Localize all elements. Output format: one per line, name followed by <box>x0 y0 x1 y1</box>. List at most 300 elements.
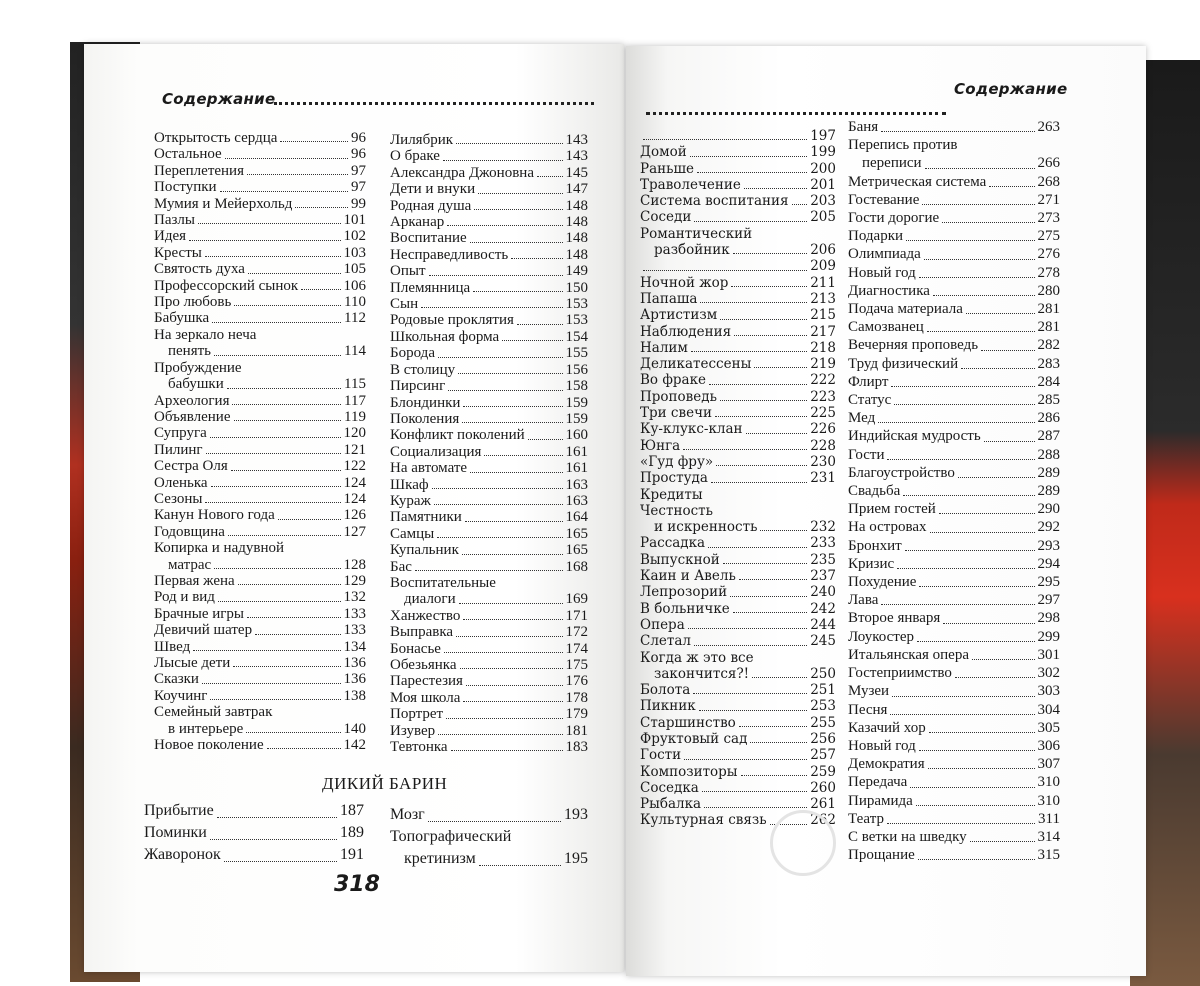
toc-entry-title: Портрет <box>390 706 444 723</box>
toc-entry-title: Школьная форма <box>390 328 500 345</box>
toc-entry-page: 293 <box>1037 537 1060 554</box>
toc-dot-leader <box>456 636 562 637</box>
toc-entry-title: Копирка и надувной <box>154 540 285 557</box>
toc-dot-leader <box>415 570 563 571</box>
toc-entry-title: Топографический <box>390 828 512 845</box>
toc-entry-page: 218 <box>810 339 836 356</box>
toc-entry-page: 199 <box>810 144 836 161</box>
toc-entry-page: 225 <box>810 405 836 422</box>
toc-entry-title: Фруктовый сад <box>640 730 748 747</box>
toc-entry-title: Обезьянка <box>390 657 457 673</box>
toc-entry-title: Старшинство <box>640 714 736 731</box>
toc-entry-page: 230 <box>810 453 836 470</box>
toc-entry-title: Родная душа <box>390 197 472 214</box>
toc-entry <box>848 173 1060 191</box>
toc-entry-title: Святость духа <box>154 261 245 278</box>
toc-entry-page: 101 <box>343 212 366 229</box>
toc-entry-page: 253 <box>810 698 836 715</box>
toc-entry-title: Пирамида <box>848 792 913 809</box>
toc-entry-title: Лепрозорий <box>640 584 728 601</box>
toc-entry <box>848 500 1060 518</box>
toc-dot-leader <box>720 319 807 320</box>
toc-entry <box>848 282 1060 300</box>
toc-entry <box>640 535 836 551</box>
toc-dot-leader <box>711 482 807 483</box>
toc-entry-page: 294 <box>1037 555 1060 572</box>
toc-entry <box>848 810 1060 828</box>
toc-entry <box>390 673 588 689</box>
toc-entry <box>640 747 836 763</box>
toc-entry-page: 168 <box>565 558 588 575</box>
toc-dot-leader <box>466 685 563 686</box>
toc-dot-leader <box>643 270 807 271</box>
toc-entry-title: Простуда <box>640 470 708 487</box>
toc-entry-title: Новый год <box>848 264 916 281</box>
toc-entry-page: 191 <box>340 846 364 863</box>
toc-entry <box>640 438 836 454</box>
toc-dot-leader <box>750 742 807 743</box>
toc-dot-leader <box>444 652 563 653</box>
toc-dot-leader <box>910 787 1034 788</box>
toc-entry-title: Ночной жор <box>640 274 729 291</box>
toc-entry-title: Поступки <box>154 179 217 196</box>
toc-entry-page: 187 <box>340 802 364 819</box>
toc-dot-leader <box>733 612 807 613</box>
toc-entry <box>390 657 588 673</box>
toc-entry-page: 242 <box>810 600 836 617</box>
toc-entry-title: Честность <box>640 502 713 519</box>
toc-entry-page: 275 <box>1037 228 1060 245</box>
toc-dot-leader <box>456 143 562 144</box>
toc-entry-title: Кризис <box>848 555 895 572</box>
toc-entry-page: 121 <box>343 441 366 458</box>
toc-entry <box>154 524 366 540</box>
toc-dot-leader <box>210 839 337 840</box>
toc-dot-leader <box>301 289 340 290</box>
toc-dot-leader <box>958 477 1035 478</box>
toc-dot-leader <box>447 225 562 226</box>
toc-entry <box>390 280 588 296</box>
toc-entry-page: 164 <box>565 509 588 526</box>
toc-entry-title: Ку-клукс-клан <box>640 421 743 438</box>
toc-dot-leader <box>429 275 563 276</box>
toc-entry-page: 148 <box>565 214 588 231</box>
toc-entry-page: 115 <box>344 376 366 393</box>
toc-entry-title: Песня <box>848 701 888 718</box>
toc-dot-leader <box>205 256 341 257</box>
toc-entry-page: 282 <box>1037 337 1060 354</box>
toc-dot-leader <box>752 677 807 678</box>
toc-dot-leader <box>890 714 1034 715</box>
toc-entry-title: разбойник <box>654 242 730 259</box>
toc-entry <box>848 245 1060 263</box>
toc-entry-page: 257 <box>810 747 836 764</box>
toc-entry-title: Дети и внуки <box>390 181 476 198</box>
toc-entry-page: 245 <box>810 633 836 650</box>
toc-entry-page: 148 <box>565 197 588 214</box>
toc-entry-page: 285 <box>1037 392 1060 409</box>
toc-entry-title: Диагностика <box>848 282 930 299</box>
toc-dot-leader <box>708 547 807 548</box>
toc-entry <box>848 136 1060 154</box>
toc-entry <box>848 719 1060 737</box>
toc-entry-title: Похудение <box>848 574 917 591</box>
toc-entry-title: Новое поколение <box>154 737 264 754</box>
toc-entry <box>848 355 1060 373</box>
toc-column-left-2 <box>390 132 588 755</box>
toc-entry-title: Лава <box>848 592 879 609</box>
toc-entry-title: Годовщина <box>154 523 225 540</box>
toc-entry-title: Система воспитания <box>640 193 789 210</box>
toc-entry-title: Идея <box>154 228 187 245</box>
toc-entry-page: 133 <box>343 605 366 622</box>
toc-dot-leader <box>881 604 1034 605</box>
toc-entry-page: 232 <box>810 519 836 536</box>
toc-entry-title: Демократия <box>848 756 925 773</box>
toc-entry-title: Пазлы <box>154 212 195 229</box>
toc-entry-page: 183 <box>565 739 588 756</box>
toc-dot-leader <box>916 805 1035 806</box>
toc-entry-title: Блондинки <box>390 394 461 411</box>
toc-entry-title: Музеи <box>848 683 890 700</box>
toc-entry <box>848 209 1060 227</box>
toc-entry-title: Социализация <box>390 443 482 460</box>
toc-entry <box>154 622 366 638</box>
toc-entry-page: 288 <box>1037 446 1060 463</box>
toc-entry-title: Прощание <box>848 847 915 864</box>
toc-entry-title: С ветки на шведку <box>848 828 967 845</box>
toc-entry <box>390 526 588 542</box>
toc-entry-page: 281 <box>1037 301 1060 318</box>
toc-entry <box>390 542 588 558</box>
toc-entry-page: 305 <box>1037 719 1060 736</box>
toc-entry-title: Родовые проклятия <box>390 312 514 329</box>
toc-entry <box>640 764 836 780</box>
toc-dot-leader <box>716 465 807 466</box>
toc-entry <box>848 518 1060 536</box>
toc-entry-title: Лысые дети <box>154 655 231 671</box>
toc-entry-page: 160 <box>565 427 588 444</box>
toc-entry-page: 237 <box>810 568 836 585</box>
toc-dot-leader <box>295 207 348 208</box>
toc-entry-title: Баня <box>848 119 879 135</box>
toc-entry-title: Траволечение <box>640 176 741 193</box>
toc-entry-title: Тевтонка <box>390 739 448 756</box>
toc-entry <box>640 454 836 470</box>
toc-dot-leader <box>887 823 1035 824</box>
running-head-right: Содержание <box>954 80 1068 98</box>
toc-entry-page: 172 <box>565 624 588 641</box>
toc-entry-page: 105 <box>343 261 366 278</box>
toc-entry-page: 289 <box>1037 483 1060 500</box>
toc-entry <box>848 591 1060 609</box>
toc-entry <box>154 310 366 326</box>
toc-entry <box>390 460 588 476</box>
toc-dot-leader <box>228 535 341 536</box>
show-through-age-mark <box>770 810 836 876</box>
toc-entry <box>640 715 836 731</box>
toc-entry-page: 206 <box>810 242 836 259</box>
toc-entry <box>154 343 366 359</box>
toc-entry <box>390 575 588 591</box>
toc-entry <box>640 291 836 307</box>
toc-entry-page: 106 <box>343 277 366 294</box>
toc-entry-page: 200 <box>810 160 836 177</box>
toc-entry-title: Деликатессены <box>640 356 752 373</box>
toc-dot-leader <box>892 696 1034 697</box>
toc-entry-page: 161 <box>565 460 588 477</box>
toc-entry-title: Театр <box>848 810 884 827</box>
toc-entry-title: Объявление <box>154 408 231 425</box>
toc-entry <box>390 559 588 575</box>
toc-entry-page: 276 <box>1037 246 1060 263</box>
toc-entry-page: 260 <box>810 779 836 796</box>
toc-entry-page: 298 <box>1037 610 1060 627</box>
toc-entry-page: 120 <box>343 425 366 442</box>
toc-entry-page: 203 <box>810 193 836 210</box>
toc-entry-page: 163 <box>565 492 588 509</box>
toc-dot-leader <box>741 775 808 776</box>
toc-entry-page: 233 <box>810 535 836 552</box>
toc-dot-leader <box>989 186 1034 187</box>
toc-entry-title: Индийская мудрость <box>848 428 981 445</box>
toc-entry-title: Казачий хор <box>848 719 926 736</box>
toc-dot-leader <box>217 817 337 818</box>
toc-entry-title: Гостевание <box>848 191 920 208</box>
toc-dot-leader <box>891 386 1034 387</box>
toc-dot-leader <box>517 324 563 325</box>
toc-entry-title: Перепись против <box>848 137 958 154</box>
toc-entry <box>144 822 364 844</box>
toc-entry-title: Первая жена <box>154 572 235 589</box>
toc-entry <box>154 294 366 310</box>
toc-entry <box>848 373 1060 391</box>
toc-entry-page: 290 <box>1037 501 1060 518</box>
toc-dot-leader <box>922 204 1034 205</box>
toc-entry <box>154 376 366 392</box>
toc-entry-page: 124 <box>343 490 366 507</box>
toc-entry <box>390 826 588 848</box>
toc-dot-leader <box>463 619 562 620</box>
toc-entry <box>848 409 1060 427</box>
toc-entry-page: 189 <box>340 824 364 841</box>
toc-entry <box>154 737 366 753</box>
toc-entry-title: Подача материала <box>848 301 963 318</box>
toc-entry <box>640 568 836 584</box>
toc-dot-leader <box>643 139 807 140</box>
toc-entry <box>390 362 588 378</box>
toc-entry-title: Кураж <box>390 492 431 509</box>
toc-entry-page: 195 <box>564 850 588 867</box>
toc-entry <box>154 688 366 704</box>
toc-entry <box>640 487 836 503</box>
toc-entry-title: Композиторы <box>640 763 738 780</box>
toc-dot-leader <box>981 350 1034 351</box>
toc-entry-page: 136 <box>343 655 366 671</box>
toc-entry-title: Кресты <box>154 244 202 261</box>
toc-entry <box>640 666 836 682</box>
toc-entry <box>640 421 836 437</box>
toc-dot-leader <box>225 158 348 159</box>
toc-entry-page: 163 <box>565 476 588 493</box>
toc-entry-page: 268 <box>1037 173 1060 190</box>
toc-entry-title: бабушки <box>168 376 224 393</box>
toc-entry-title: Бас <box>390 558 412 575</box>
toc-entry-page: 174 <box>565 640 588 657</box>
toc-entry-title: Прием гостей <box>848 501 936 518</box>
dotted-rule-right <box>646 112 946 115</box>
toc-entry-title: Наблюдения <box>640 323 732 340</box>
toc-dot-leader <box>233 666 340 667</box>
toc-entry-title: Канун Нового года <box>154 507 275 524</box>
toc-entry-page: 147 <box>565 181 588 198</box>
toc-entry-title: Флирт <box>848 373 889 390</box>
toc-entry <box>154 606 366 622</box>
toc-entry-page: 261 <box>810 796 836 813</box>
toc-entry <box>640 519 836 535</box>
toc-dot-leader <box>278 519 341 520</box>
toc-entry-page: 209 <box>810 258 836 275</box>
toc-entry-title: Прибытие <box>144 802 214 819</box>
toc-entry-title: Оленька <box>154 474 208 491</box>
toc-dot-leader <box>484 455 562 456</box>
toc-entry-page: 223 <box>810 388 836 405</box>
toc-entry-page: 169 <box>565 591 588 608</box>
toc-entry <box>154 327 366 343</box>
toc-dot-leader <box>683 449 807 450</box>
toc-entry-title: Второе января <box>848 610 941 627</box>
toc-entry <box>640 617 836 633</box>
toc-dot-leader <box>189 240 340 241</box>
toc-dot-leader <box>210 437 341 438</box>
toc-entry-page: 301 <box>1037 646 1060 663</box>
toc-entry-page: 126 <box>343 507 366 524</box>
toc-dot-leader <box>919 750 1035 751</box>
toc-dot-leader <box>470 242 563 243</box>
toc-dot-leader <box>473 291 562 292</box>
toc-dot-leader <box>428 821 561 822</box>
toc-dot-leader <box>887 459 1034 460</box>
toc-entry <box>848 446 1060 464</box>
toc-dot-leader <box>462 422 562 423</box>
toc-dot-leader <box>448 390 562 391</box>
toc-entry-title: Когда ж это все <box>640 649 754 666</box>
toc-entry-title: Мозг <box>390 806 425 823</box>
toc-entry-page: 148 <box>565 230 588 247</box>
toc-entry <box>848 682 1060 700</box>
toc-entry-page: 315 <box>1037 847 1060 864</box>
toc-entry-page: 226 <box>810 421 836 438</box>
toc-entry-page: 201 <box>810 176 836 193</box>
toc-entry-page: 99 <box>351 195 366 212</box>
toc-entry-title: Мумия и Мейерхольд <box>154 195 293 212</box>
toc-entry <box>154 360 366 376</box>
toc-entry <box>848 573 1060 591</box>
toc-entry <box>848 737 1060 755</box>
toc-entry-title: На островах <box>848 519 927 536</box>
toc-entry-title: Олимпиада <box>848 246 921 263</box>
toc-dot-leader <box>927 331 1035 332</box>
toc-entry-page: 153 <box>565 296 588 313</box>
toc-dot-leader <box>463 406 562 407</box>
toc-dot-leader <box>502 340 562 341</box>
toc-entry-page: 129 <box>343 572 366 589</box>
toc-entry-page: 240 <box>810 584 836 601</box>
toc-dot-leader <box>699 710 808 711</box>
toc-entry-page: 215 <box>810 307 836 324</box>
toc-entry-page: 132 <box>343 589 366 606</box>
toc-entry-page: 119 <box>344 408 366 425</box>
toc-dot-leader <box>446 718 562 719</box>
toc-entry <box>390 477 588 493</box>
toc-dot-leader <box>463 701 562 702</box>
toc-dot-leader <box>438 357 563 358</box>
toc-dot-leader <box>723 563 807 564</box>
toc-entry <box>390 444 588 460</box>
toc-entry-title: Во фраке <box>640 372 707 389</box>
toc-entry <box>390 641 588 657</box>
toc-entry <box>390 690 588 706</box>
toc-entry <box>390 804 588 826</box>
toc-entry <box>640 584 836 600</box>
toc-entry <box>640 193 836 209</box>
toc-entry-title: Труд физический <box>848 355 959 372</box>
toc-entry-title: Сын <box>390 296 419 313</box>
toc-dot-leader <box>690 156 807 157</box>
toc-entry-page: 133 <box>343 622 366 639</box>
toc-entry-title: Метрическая система <box>848 173 987 190</box>
toc-entry-title: Юнга <box>640 437 681 454</box>
toc-dot-leader <box>246 732 340 733</box>
toc-dot-leader <box>760 530 807 531</box>
toc-entry-title: Домой <box>640 144 687 161</box>
toc-dot-leader <box>267 748 341 749</box>
toc-entry-title: Изувер <box>390 722 436 739</box>
toc-dot-leader <box>966 313 1035 314</box>
toc-entry-title: Рыбалка <box>640 796 702 813</box>
right-page <box>626 46 1146 976</box>
toc-entry-page: 96 <box>351 146 366 163</box>
toc-entry <box>154 721 366 737</box>
toc-entry-title: Свадьба <box>848 483 901 500</box>
toc-entry <box>848 773 1060 791</box>
toc-dot-leader <box>224 861 337 862</box>
toc-entry-page: 211 <box>810 274 836 291</box>
toc-entry-title: Слетал <box>640 633 691 650</box>
toc-dot-leader <box>234 305 341 306</box>
toc-entry-page: 219 <box>810 356 836 373</box>
toc-entry-title: и искренность <box>654 519 758 536</box>
toc-dot-leader <box>739 726 807 727</box>
toc-entry <box>640 307 836 323</box>
toc-entry-title: Статус <box>848 392 892 409</box>
toc-section-column-2 <box>390 804 588 870</box>
toc-entry <box>848 555 1060 573</box>
toc-entry-title: Сказки <box>154 671 199 688</box>
toc-entry-title: Переплетения <box>154 162 244 179</box>
toc-entry-title: Артистизм <box>640 307 718 324</box>
toc-entry-page: 256 <box>810 730 836 747</box>
toc-entry-page: 273 <box>1037 210 1060 227</box>
toc-dot-leader <box>193 650 340 651</box>
toc-dot-leader <box>238 584 341 585</box>
toc-dot-leader <box>943 623 1034 624</box>
toc-entry-page: 122 <box>343 458 366 475</box>
toc-entry <box>154 146 366 162</box>
toc-entry-title: Три свечи <box>640 405 713 422</box>
toc-dot-leader <box>905 550 1035 551</box>
toc-entry <box>640 209 836 225</box>
